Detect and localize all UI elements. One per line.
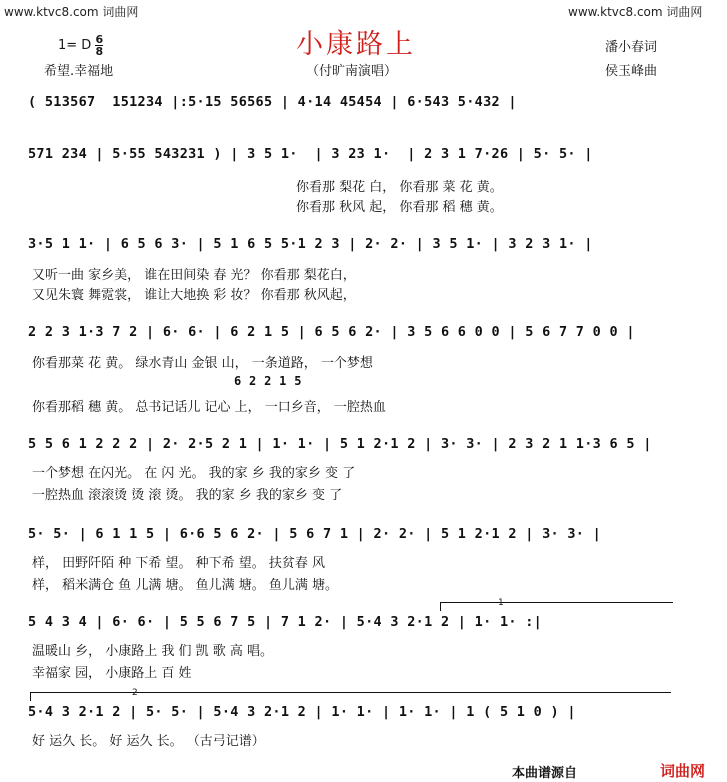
performer: （付旷南演唱）: [306, 64, 398, 79]
first-ending-bracket: [440, 602, 673, 611]
lyric-verse-1: 样， 田野阡陌 种 下希 望。 种下希 望。 扶贫春 风: [32, 556, 326, 571]
time-sig-bottom: 8: [95, 45, 104, 58]
first-ending-number: 1: [498, 598, 504, 608]
key-label: 1= D: [58, 38, 92, 53]
lyric-verse-1: 一个梦想 在闪光。 在 闪 光。 我的家 乡 我的家乡 变 了: [32, 466, 356, 481]
lyric-verse-2: 你看那稻 穗 黄。 总书记话儿 记心 上， 一口乡音， 一腔热血: [32, 400, 386, 415]
score-line-7: [28, 598, 698, 684]
score-line-3: [28, 236, 698, 306]
notes: 3·5 1 1· | 6 5 6 3· | 5 1 6 5 5·1 2 3 | 2· 2· | 3 5 1· | 3 2 3 1· |: [28, 236, 593, 252]
watermark-left: www.ktvc8.com 词曲网: [4, 5, 139, 19]
notes: 2 2 3 1·3 7 2 | 6· 6· | 6 2 1 5 | 6 5 6 2· | 3 5 6 6 0 0 | 5 6 7 7 0 0 |: [28, 324, 635, 340]
score-line-5: [28, 436, 698, 506]
second-ending-bracket: [30, 692, 671, 701]
lyric-verse-2: 一腔热血 滚滚烫 烫 滚 烫。 我的家 乡 我的家乡 变 了: [32, 488, 343, 503]
watermark-right: www.ktvc8.com 词曲网: [568, 5, 703, 19]
lyric-verse-1: 温暖山 乡， 小康路上 我 们 凯 歌 高 唱。: [32, 644, 274, 659]
score-line-8: [28, 688, 698, 754]
key-signature: [58, 34, 103, 57]
second-ending-number: 2: [132, 688, 138, 698]
composer: 侯玉峰曲: [605, 64, 658, 79]
notes: 571 234 | 5·55 543231 ) | 3 5 1· | 3 23 1· | 2 3 1 7·26 | 5· 5· |: [28, 146, 593, 162]
notes: 5· 5· | 6 1 1 5 | 6·6 5 6 2· | 5 6 7 1 | 2· 2· | 5 1 2·1 2 | 3· 3· |: [28, 526, 602, 542]
footer-source-label: 本曲谱源自: [512, 766, 578, 781]
time-signature: [95, 34, 103, 57]
lyricist: 潘小春词: [605, 40, 658, 55]
lyric-verse-1: 你看那 梨花 白， 你看那 菜 花 黄。: [296, 180, 503, 195]
score-line-4: [28, 324, 698, 414]
alternate-notes: 6 2 2 1 5: [234, 374, 302, 388]
song-title: 小康路上: [296, 29, 416, 60]
lyric-verse-1: 你看那菜 花 黄。 绿水青山 金银 山， 一条道路， 一个梦想: [32, 356, 373, 371]
score-line-1: [28, 94, 698, 124]
lyric-verse-2: 又见朱寰 舞霓裳， 谁让大地换 彩 妆？ 你看那 秋风起，: [32, 288, 356, 303]
lyric-verse-1: 好 运久 长。 好 运久 长。 （古弓记谱）: [32, 734, 265, 749]
score-line-6: [28, 526, 698, 596]
singer-note: 希望.幸福地: [44, 64, 114, 79]
notes: 5 4 3 4 | 6· 6· | 5 5 6 7 5 | 7 1 2· | 5·4 3 2·1 2 | 1· 1· :|: [28, 614, 543, 630]
notes: ( 513567 151234 |:5·15 56565 | 4·14 45454 | 6·543 5·432 |: [28, 94, 517, 110]
notes: 5·4 3 2·1 2 | 5· 5· | 5·4 3 2·1 2 | 1· 1· | 1· 1· | 1 ( 5 1 0 ) |: [28, 704, 576, 720]
time-sig-top: 6: [95, 33, 104, 46]
lyric-verse-2: 幸福家 园， 小康路上 百 姓: [32, 666, 192, 681]
notes: 5 5 6 1 2 2 2 | 2· 2·5 2 1 | 1· 1· | 5 1 2·1 2 | 3· 3· | 2 3 2 1 1·3 6 5 |: [28, 436, 652, 452]
lyric-verse-2: 样， 稻米满仓 鱼 儿满 塘。 鱼儿满 塘。 鱼儿满 塘。: [32, 578, 339, 593]
lyric-verse-2: 你看那 秋风 起， 你看那 稻 穗 黄。: [296, 200, 503, 215]
score-line-2: [28, 146, 698, 216]
lyric-verse-1: 又听一曲 家乡美， 谁在田间染 春 光？ 你看那 梨花白，: [32, 268, 356, 283]
footer-logo[interactable]: 词曲网: [660, 762, 706, 780]
